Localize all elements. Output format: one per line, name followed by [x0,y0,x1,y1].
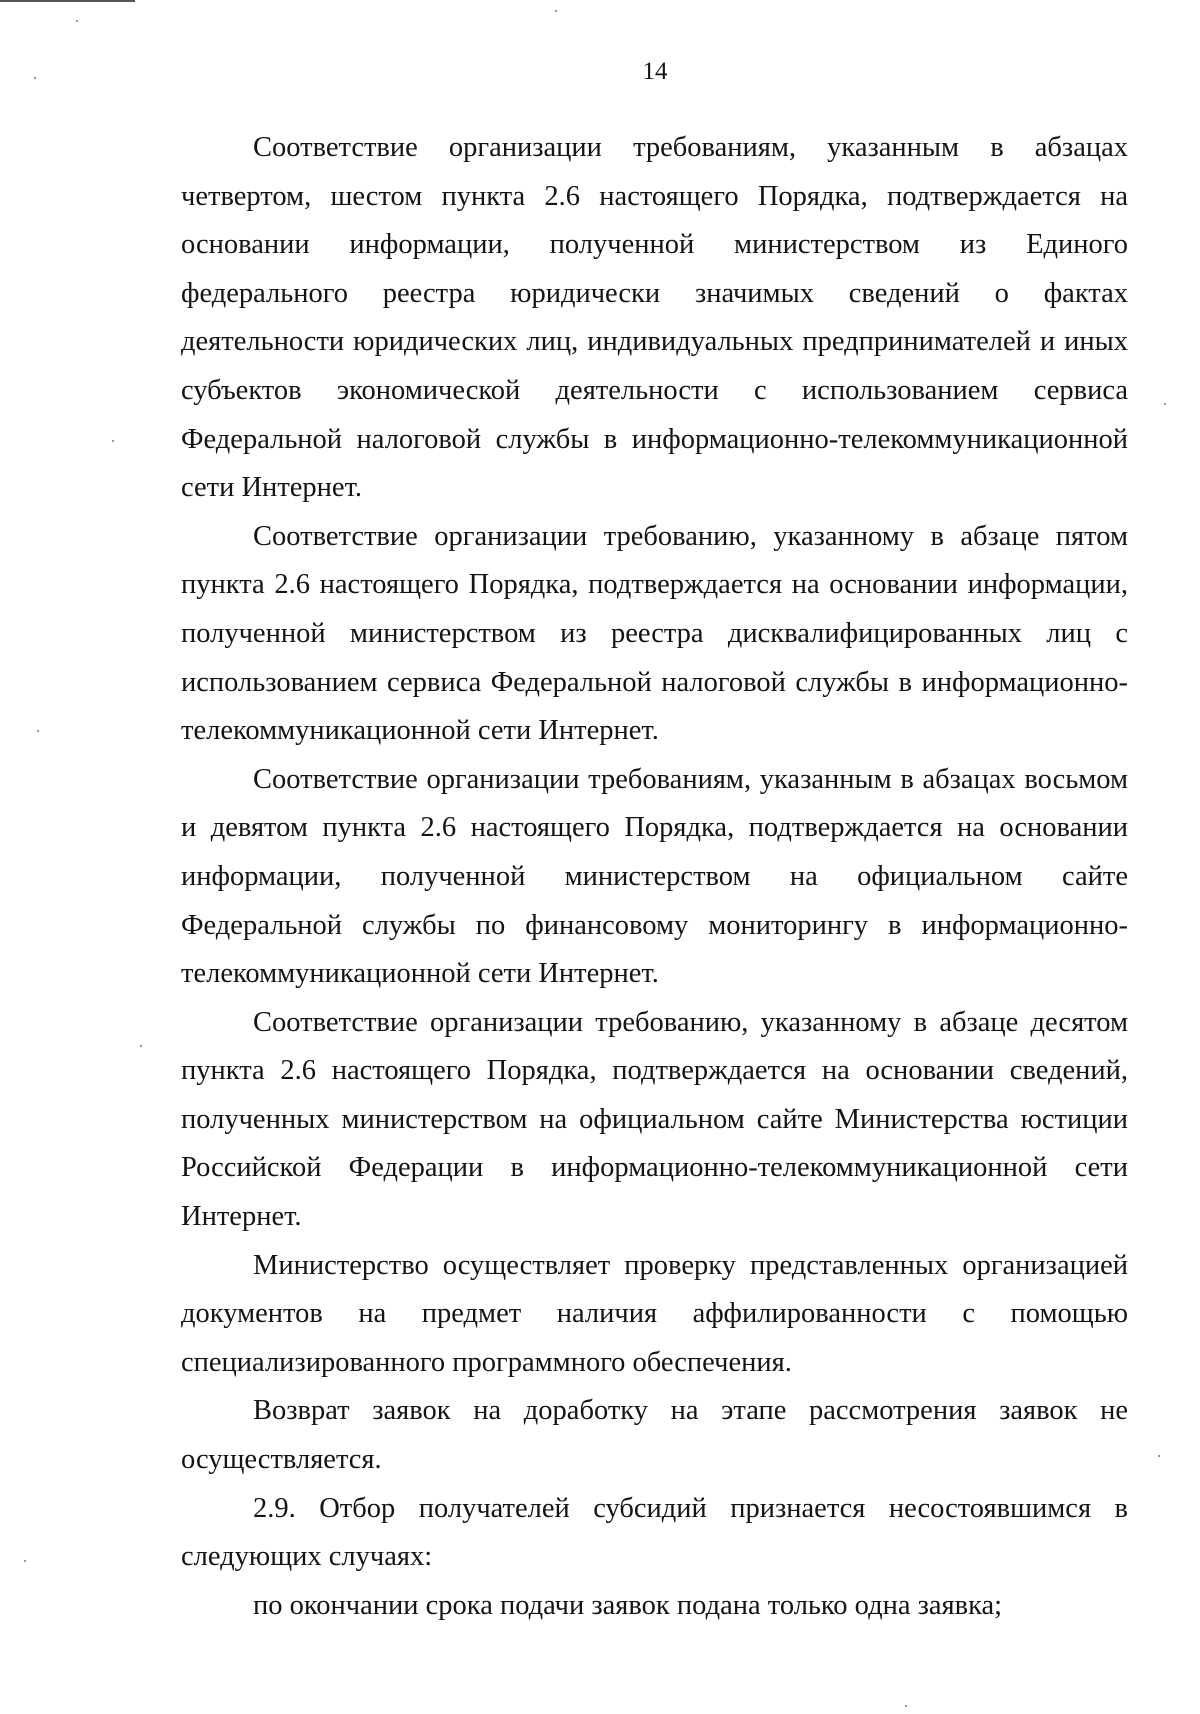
paragraph-affiliation-egrul-check: Соответствие организации требованиям, указанным в абзацах четвертом, шестом пункта 2.6 настоящего Порядка, подтверждается на основании информации, полученной министерством из Единого федерального реестра юридически значимых сведений о фактах деятельности юридических лиц, индивидуальных предпринимателей и иных субъектов экономической деятельности с использованием сервиса Федеральной налоговой службы в информационно-телекоммуникационной сети Интернет. [181,132,1128,504]
scan-speck [112,440,114,442]
paragraph-single-application-case: по окончании срока подачи заявок подана только одна заявка; [253,1589,1003,1621]
paragraph-no-return-for-revision: Возврат заявок на доработку на этапе рассмотрения заявок не осуществляется. [181,1395,1128,1476]
scan-speck [1158,1455,1160,1457]
scan-speck [76,20,78,22]
scan-speck [140,1045,142,1047]
paragraph-financial-monitoring-check: Соответствие организации требованиям, указанным в абзацах восьмом и девятом пункта 2.6 настоящего Порядка, подтверждается на основании информации, полученной министерством на официальном сайте Федеральной службы по финансовому мониторингу в информационно-телекоммуникационной сети Интернет. [181,763,1128,990]
scan-speck [905,1705,907,1707]
paragraph-disqualified-registry-check: Соответствие организации требованию, указанному в абзаце пятом пункта 2.6 настоящего Порядка, подтверждается на основании информации, полученной министерством из реестра дисквалифицированных лиц с использованием сервиса Федеральной налоговой службы в информационно-телекоммуникационной сети Интернет. [181,520,1128,747]
scan-edge-mark [0,0,135,2]
paragraph-affiliation-software-check: Министерство осуществляет проверку представленных организацией документов на предмет наличия аффилированности с помощью специализированного программного обеспечения. [181,1249,1128,1378]
document-body [181,124,1128,1630]
paragraph-justice-ministry-check: Соответствие организации требованию, указанному в абзаце десятом пункта 2.6 настоящего Порядка, подтверждается на основании сведений, полученных министерством на официальном сайте Министерства юстиции Российской Федерации в информационно-телекоммуникационной сети Интернет. [181,1006,1128,1233]
scan-speck [24,1560,26,1562]
scan-speck [37,730,39,732]
paragraph-clause-2-9: 2.9. Отбор получателей субсидий признается несостоявшимся в следующих случаях: [181,1492,1128,1573]
scan-speck [1164,403,1166,405]
page-number: 14 [642,58,668,85]
scan-speck [555,10,557,12]
